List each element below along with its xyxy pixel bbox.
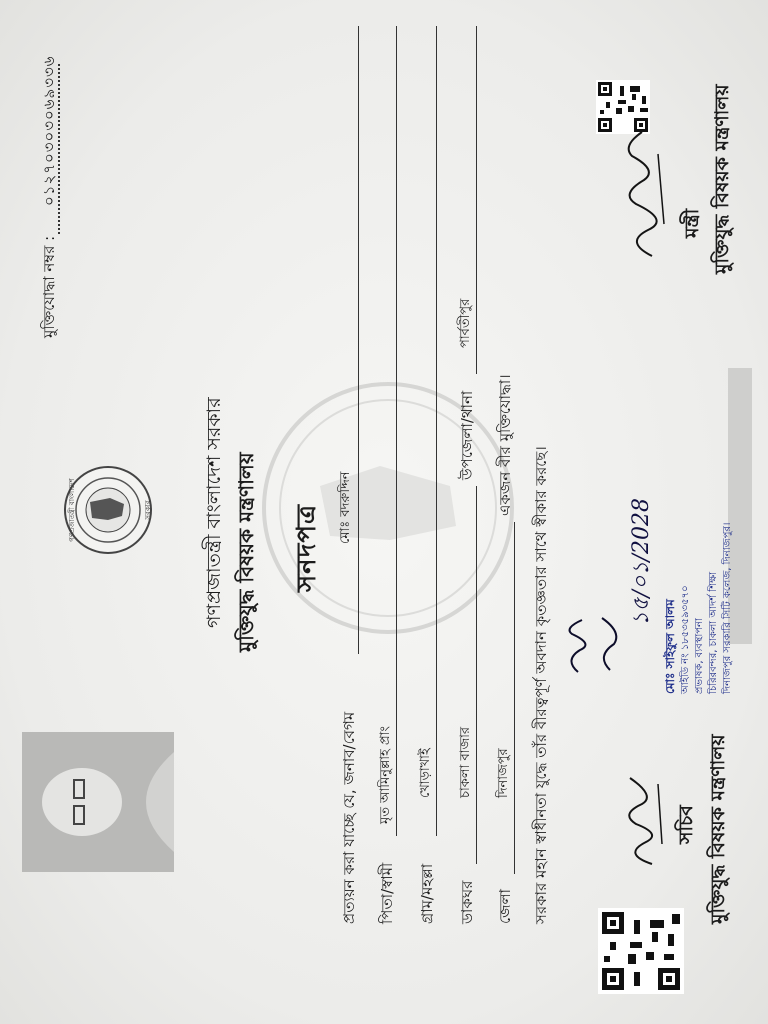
attestation-signature-icon xyxy=(558,610,628,680)
post-label: ডাকঘর xyxy=(458,880,476,924)
name-line xyxy=(358,26,359,654)
upazila-line xyxy=(476,26,477,374)
post-line xyxy=(476,486,477,864)
post-value: চাকলা বাজার xyxy=(458,726,473,798)
village-value: খোড়াখাই xyxy=(418,748,433,798)
header-ministry: মুক্তিযুদ্ধ বিষয়ক মন্ত্রণালয় xyxy=(234,452,258,652)
stamp-name: মোঃ সাইফুল আলম xyxy=(663,599,677,694)
father-line xyxy=(396,26,397,836)
district-value: দিনাজপুর xyxy=(496,748,511,798)
freedom-fighter-text: একজন বীর মুক্তিযোদ্ধা। xyxy=(496,374,514,516)
recognition-text: সরকার মহান স্বাধীনতা যুদ্ধে তাঁর বীরত্বপূর্ণ অবদান কৃতজ্ঞতার সাথে স্বীকার করছে। xyxy=(532,446,550,924)
government-seal xyxy=(62,464,154,556)
minister-ministry: মুক্তিযুদ্ধ বিষয়ক মন্ত্রণালয় xyxy=(711,84,733,274)
secretary-designation: সচিব xyxy=(675,805,697,844)
upazila-value: পার্বতীপুর xyxy=(458,298,473,348)
header-government: গণপ্রজাতন্ত্রী বাংলাদেশ সরকার xyxy=(203,397,225,628)
minister-signature-icon xyxy=(618,124,678,264)
village-line xyxy=(436,26,437,836)
seal-text-bottom: সরকার xyxy=(144,500,152,520)
village-label: গ্রাম/মহল্লা xyxy=(418,863,436,924)
portrait-photo xyxy=(22,732,174,872)
district-label: জেলা xyxy=(496,888,514,924)
secretary-ministry: মুক্তিযুদ্ধ বিষয়ক মন্ত্রণালয় xyxy=(707,734,729,924)
stamp-address: চিরিরবন্দর, চাকলা আদর্শ শিক্ষা xyxy=(708,571,719,694)
stamp-college: দিনাজপুর সরকারি সিটি কলেজ, দিনাজপুর। xyxy=(722,522,733,694)
father-label: পিতা/স্বামী xyxy=(378,862,396,924)
district-line xyxy=(514,522,515,874)
certificate-number-dotline xyxy=(58,64,60,234)
recipient-name: মোঃ বদরুদ্দিন xyxy=(338,471,353,544)
father-value: মৃত আমিনুল্লাহ প্রাং xyxy=(378,725,393,824)
minister-designation: মন্ত্রী xyxy=(681,208,703,238)
certificate-title: সনদপত্র xyxy=(292,503,322,592)
handwritten-date: ১৫/০১/2028 xyxy=(629,498,654,626)
secretary-signature-icon xyxy=(612,764,672,874)
seal-text-top: গণপ্রজাতন্ত্রী বাংলাদেশ xyxy=(68,478,76,542)
certificate-number: ০১২৭০৩০৩০৬৯৩৩৬ xyxy=(40,55,58,206)
stamp-position: প্রভাষক, ব্যবস্থাপনা xyxy=(694,618,705,694)
upazila-label: উপজেলা/থানা xyxy=(458,390,476,480)
certificate-number-label: মুক্তিযোদ্ধা নম্বর : xyxy=(40,235,58,338)
stamp-id: আইডি নং ১৮৫৩৫৯৩৫৭০ xyxy=(680,585,691,694)
intro-text: প্রত্যয়ন করা যাচ্ছে যে, জনাব/বেগম xyxy=(340,711,358,924)
qr-code-left-icon xyxy=(598,908,684,994)
